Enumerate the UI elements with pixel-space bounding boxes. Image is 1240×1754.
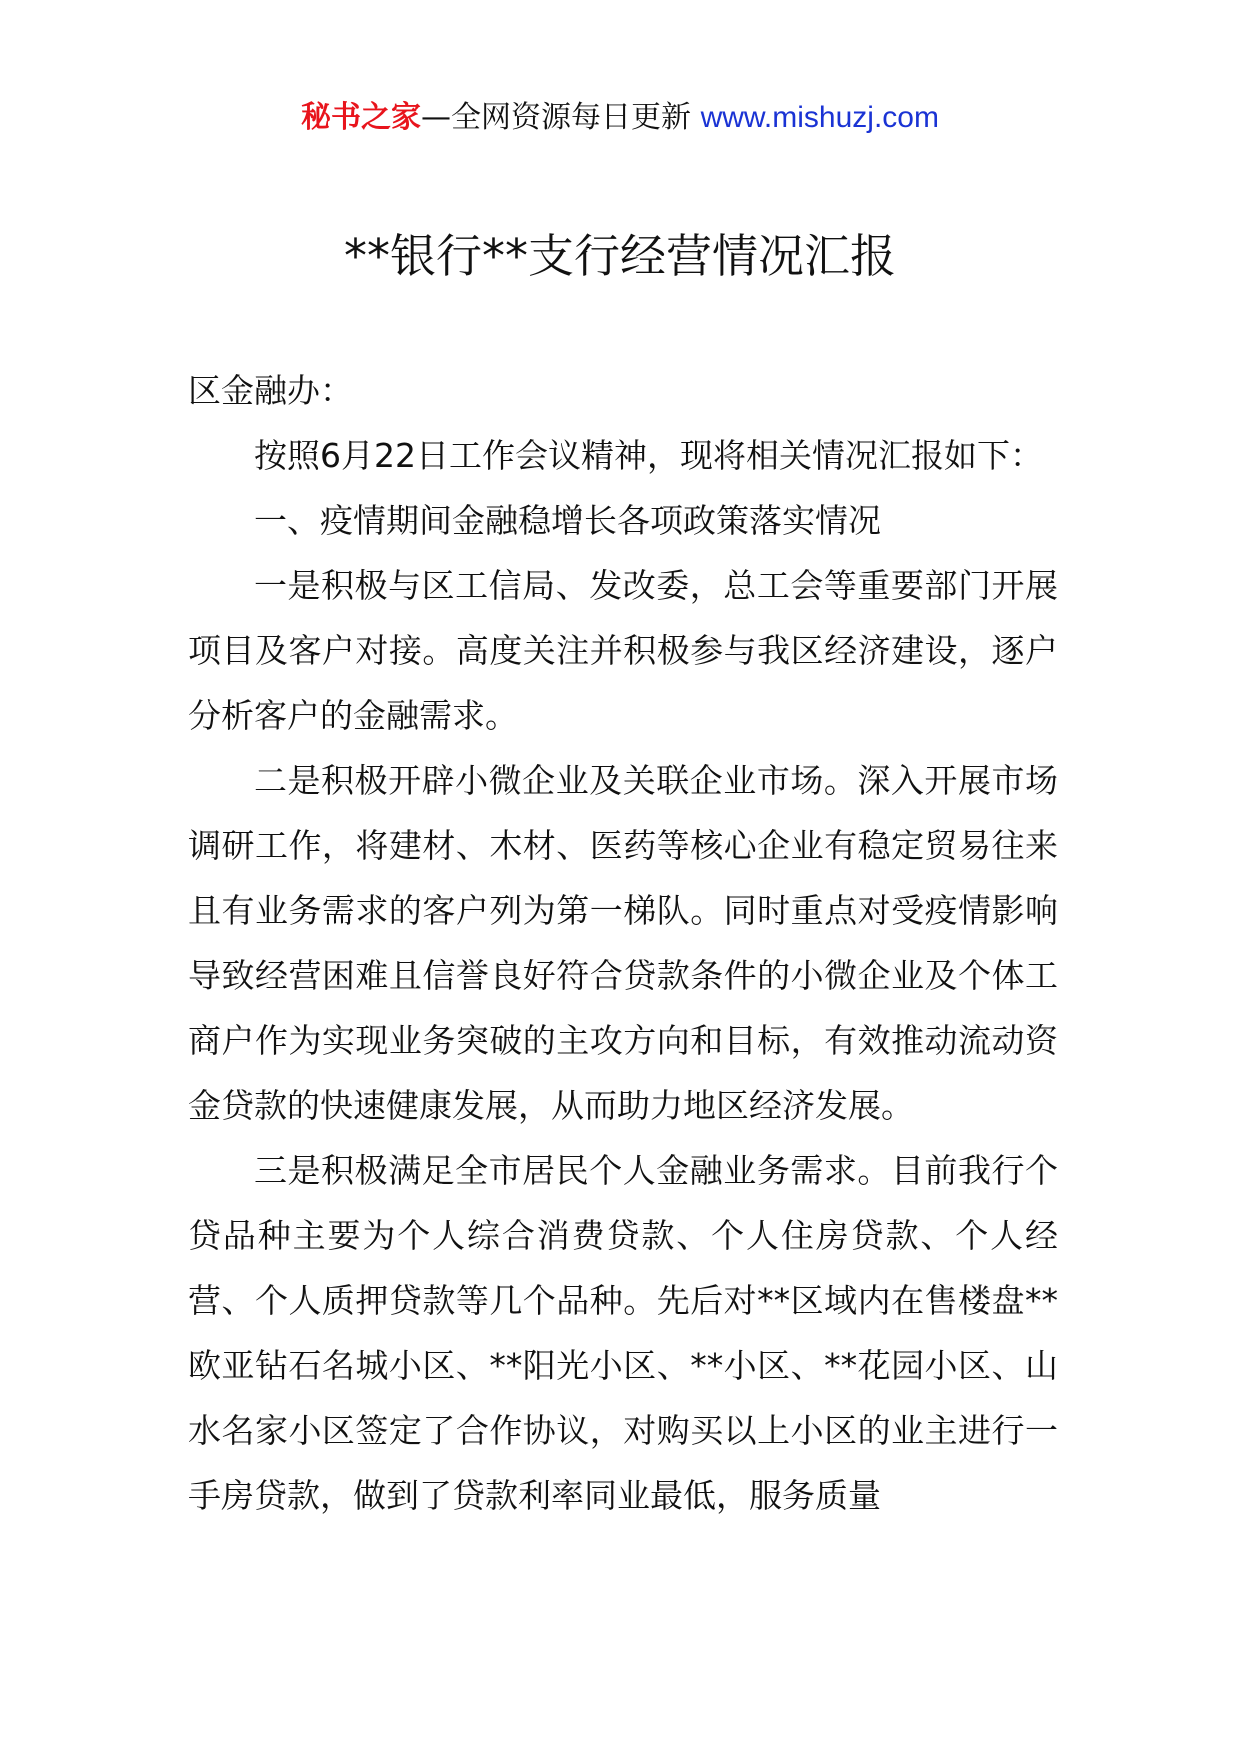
document-title: **银行**支行经营情况汇报 (344, 229, 896, 283)
header-tagline: —全网资源每日更新 (421, 100, 701, 135)
intro-paragraph: 按照6月22日工作会议精神，现将相关情况汇报如下： (254, 436, 1043, 475)
site-header (0, 98, 1240, 138)
salutation: 区金融办： (188, 371, 353, 410)
document-body (188, 358, 1058, 1528)
site-url-link[interactable]: www.mishuzj.com (700, 101, 939, 134)
brand-name: 秘书之家 (301, 100, 422, 135)
paragraph-2: 二是积极开辟小微企业及关联企业市场。深入开展市场调研工作，将建材、木材、医药等核心企业有稳定贸易往来且有业务需求的客户列为第一梯队。同时重点对受疫情影响导致经营困难且信誉良好符合贷款条件的小微企业及个体工商户作为实现业务突破的主攻方向和目标，有效推动流动资金贷款的快速健康发展，从而助力地区经济发展。 (188, 761, 1058, 1125)
paragraph-1: 一是积极与区工信局、发改委，总工会等重要部门开展项目及客户对接。高度关注并积极参与我区经济建设，逐户分析客户的金融需求。 (188, 566, 1058, 735)
paragraph-3: 三是积极满足全市居民个人金融业务需求。目前我行个贷品种主要为个人综合消费贷款、个人住房贷款、个人经营、个人质押贷款等几个品种。先后对**区域内在售楼盘**欧亚钻石名城小区、**阳光小区、**小区、**花园小区、山水名家小区签定了合作协议，对购买以上小区的业主进行一手房贷款，做到了贷款利率同业最低，服务质量 (188, 1151, 1058, 1515)
section-heading: 一、疫情期间金融稳增长各项政策落实情况 (254, 501, 881, 540)
